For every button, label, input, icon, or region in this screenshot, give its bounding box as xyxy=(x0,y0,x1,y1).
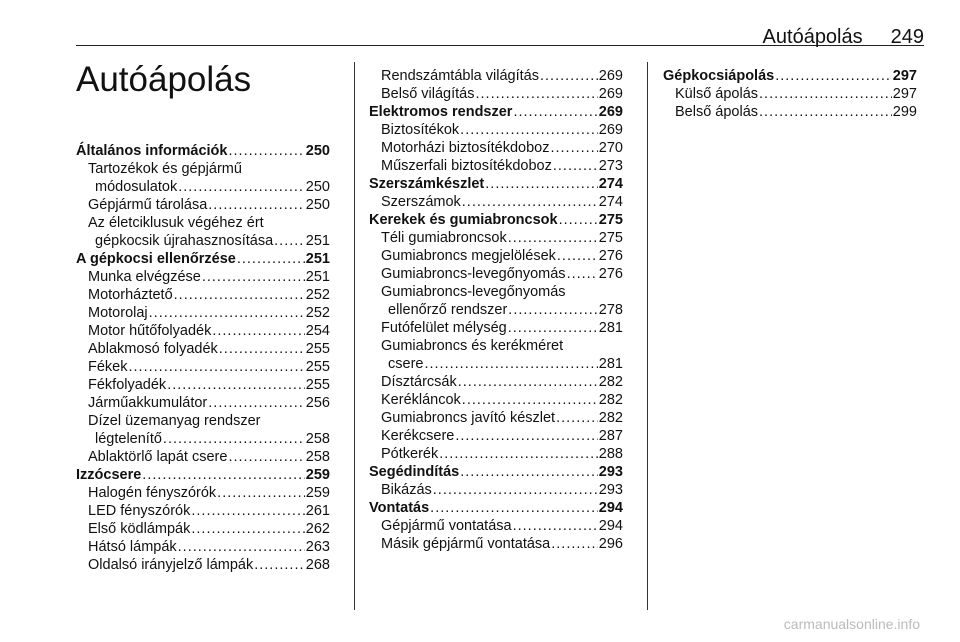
toc-entry-page: 250 xyxy=(305,179,330,195)
dot-leader xyxy=(513,517,598,535)
toc-entry-page: 258 xyxy=(305,431,330,447)
toc-entry-label: csere xyxy=(388,356,424,372)
toc-entry[interactable] xyxy=(369,427,623,445)
dot-leader xyxy=(219,340,305,358)
toc-entry[interactable] xyxy=(76,358,330,376)
dot-leader xyxy=(759,103,892,121)
chapter-title: Autóápolás xyxy=(76,60,252,99)
dot-leader xyxy=(508,319,598,337)
toc-entry[interactable] xyxy=(369,157,623,175)
toc-entry[interactable] xyxy=(76,286,330,304)
toc-entry[interactable] xyxy=(369,445,623,463)
toc-entry-label: légtelenítő xyxy=(95,431,162,447)
toc-entry[interactable] xyxy=(369,229,623,247)
toc-entry-label: Szerszámkészlet xyxy=(369,176,485,192)
toc-entry-page: 251 xyxy=(305,233,330,249)
dot-leader xyxy=(460,121,598,139)
toc-entry-label: Téli gumiabroncsok xyxy=(381,230,507,246)
toc-entry[interactable] xyxy=(369,67,623,85)
toc-entry-label: Másik gépjármű vontatása xyxy=(381,536,551,552)
toc-entry-line2[interactable] xyxy=(88,232,330,250)
toc-entry[interactable] xyxy=(76,556,330,574)
toc-entry-page: 278 xyxy=(598,302,623,318)
toc-entry[interactable] xyxy=(663,85,917,103)
dot-leader xyxy=(433,481,598,499)
dot-leader xyxy=(142,466,305,484)
toc-entry-label: Szerszámok xyxy=(381,194,461,210)
toc-entry[interactable] xyxy=(76,484,330,502)
toc-entry-label: A gépkocsi ellenőrzése xyxy=(76,251,236,267)
toc-entry[interactable] xyxy=(76,304,330,322)
dot-leader xyxy=(508,301,598,319)
dot-leader xyxy=(567,265,598,283)
toc-entry-label: Gumiabroncs-levegőnyomás xyxy=(381,266,566,282)
toc-entry-page: 254 xyxy=(305,323,330,339)
toc-entry[interactable] xyxy=(76,520,330,538)
running-header-page-number: 249 xyxy=(890,26,924,48)
toc-entry-label: Biztosítékok xyxy=(381,122,460,138)
dot-leader xyxy=(191,502,304,520)
toc-entry-label: Belső világítás xyxy=(381,86,475,102)
toc-entry-page: 259 xyxy=(305,485,330,501)
toc-entry-page: 274 xyxy=(598,194,623,210)
dot-leader xyxy=(254,556,305,574)
toc-entry[interactable] xyxy=(76,538,330,556)
toc-entry-label: Belső ápolás xyxy=(675,104,759,120)
toc-entry-label: Gépkocsiápolás xyxy=(663,68,775,84)
toc-entry-label: Gumiabroncs megjelölések xyxy=(381,248,556,264)
toc-entry-label: Motorolaj xyxy=(88,305,148,321)
toc-entry[interactable] xyxy=(76,268,330,286)
toc-entry-label: Izzócsere xyxy=(76,467,142,483)
dot-leader xyxy=(430,499,598,517)
dot-leader xyxy=(550,139,597,157)
toc-entry-label-line1: Dízel üzemanyag rendszer xyxy=(88,413,261,429)
running-header-section: Autóápolás xyxy=(762,26,863,48)
dot-leader xyxy=(167,376,305,394)
toc-entry[interactable] xyxy=(369,409,623,427)
toc-entry-page: 276 xyxy=(598,266,623,282)
toc-entry-page: 275 xyxy=(598,230,623,246)
toc-entry-page: 261 xyxy=(305,503,330,519)
toc-entry-page: 269 xyxy=(598,68,623,84)
toc-entry-page: 282 xyxy=(598,392,623,408)
dot-leader xyxy=(208,196,305,214)
toc-entry-page: 252 xyxy=(305,287,330,303)
dot-leader xyxy=(458,373,598,391)
toc-entry-page: 256 xyxy=(305,395,330,411)
toc-entry-label: Rendszámtábla világítás xyxy=(381,68,539,84)
toc-entry-page: 273 xyxy=(598,158,623,174)
toc-entry-page: 252 xyxy=(305,305,330,321)
dot-leader xyxy=(149,304,305,322)
toc-entry[interactable] xyxy=(369,391,623,409)
toc-entry-label: Halogén fényszórók xyxy=(88,485,217,501)
toc-entry[interactable] xyxy=(369,535,623,553)
toc-column-3 xyxy=(663,67,917,121)
toc-entry-page: 293 xyxy=(598,482,623,498)
toc-entry-label: Oldalsó irányjelző lámpák xyxy=(88,557,254,573)
toc-entry-page: 293 xyxy=(598,464,623,480)
dot-leader xyxy=(178,538,305,556)
toc-entry-label: Kerékcsere xyxy=(381,428,455,444)
toc-entry[interactable] xyxy=(369,193,623,211)
dot-leader xyxy=(553,157,598,175)
toc-entry-label: Gépjármű tárolása xyxy=(88,197,208,213)
toc-entry-label: Külső ápolás xyxy=(675,86,759,102)
toc-entry-label: Motorházi biztosítékdoboz xyxy=(381,140,550,156)
toc-entry[interactable] xyxy=(369,319,623,337)
toc-entry-page: 255 xyxy=(305,341,330,357)
toc-entry-label: Műszerfali biztosítékdoboz xyxy=(381,158,552,174)
toc-entry-label: LED fényszórók xyxy=(88,503,191,519)
toc-entry-page: 274 xyxy=(598,176,623,192)
dot-leader xyxy=(274,232,305,250)
toc-section[interactable] xyxy=(663,67,917,85)
toc-entry[interactable] xyxy=(76,376,330,394)
toc-entry-line2[interactable] xyxy=(381,355,623,373)
toc-entry-label: Munka elvégzése xyxy=(88,269,201,285)
toc-entry-label: Fékek xyxy=(88,359,128,375)
toc-section[interactable] xyxy=(369,211,623,229)
column-divider xyxy=(647,62,648,610)
toc-section[interactable] xyxy=(369,463,623,481)
dot-leader xyxy=(462,391,598,409)
toc-entry-page: 297 xyxy=(892,86,917,102)
toc-entry-page: 287 xyxy=(598,428,623,444)
toc-section[interactable] xyxy=(76,466,330,484)
toc-entry[interactable] xyxy=(369,247,623,265)
toc-entry-page: 255 xyxy=(305,377,330,393)
dot-leader xyxy=(556,409,598,427)
toc-entry-line2[interactable] xyxy=(381,301,623,319)
toc-entry-line2[interactable] xyxy=(88,178,330,196)
toc-entry-label: módosulatok xyxy=(95,179,178,195)
dot-leader xyxy=(217,484,305,502)
toc-entry-page: 281 xyxy=(598,356,623,372)
toc-entry-page: 294 xyxy=(598,500,623,516)
dot-leader xyxy=(559,211,598,229)
toc-entry[interactable] xyxy=(369,265,623,283)
toc-entry-label: Fékfolyadék xyxy=(88,377,167,393)
toc-entry-page: 269 xyxy=(598,86,623,102)
toc-column-1 xyxy=(76,142,330,574)
toc-entry-page: 270 xyxy=(598,140,623,156)
toc-entry-label: Általános információk xyxy=(76,143,228,159)
dot-leader xyxy=(129,358,305,376)
dot-leader xyxy=(476,85,598,103)
toc-entry-page: 275 xyxy=(598,212,623,228)
dot-leader xyxy=(174,286,305,304)
dot-leader xyxy=(208,394,305,412)
toc-entry-label: Motor hűtőfolyadék xyxy=(88,323,212,339)
dot-leader xyxy=(237,250,305,268)
toc-entry-label: Vontatás xyxy=(369,500,430,516)
dot-leader xyxy=(228,448,304,466)
toc-entry-label: Gépjármű vontatása xyxy=(381,518,512,534)
dot-leader xyxy=(485,175,598,193)
toc-entry[interactable] xyxy=(369,517,623,535)
dot-leader xyxy=(191,520,304,538)
header-divider xyxy=(76,45,924,46)
toc-entry-wrapped[interactable] xyxy=(76,160,330,196)
toc-entry-line2[interactable] xyxy=(88,430,330,448)
toc-entry-page: 250 xyxy=(305,143,330,159)
dot-leader xyxy=(551,535,598,553)
toc-entry-label: Ablakmosó folyadék xyxy=(88,341,218,357)
toc-entry-wrapped[interactable] xyxy=(76,214,330,250)
toc-entry-page: 258 xyxy=(305,449,330,465)
toc-entry-label: Gumiabroncs javító készlet xyxy=(381,410,556,426)
toc-entry-label: Hátsó lámpák xyxy=(88,539,177,555)
toc-entry[interactable] xyxy=(369,85,623,103)
toc-column-2 xyxy=(369,67,623,553)
dot-leader xyxy=(228,142,304,160)
toc-section[interactable] xyxy=(369,175,623,193)
toc-entry-page: 296 xyxy=(598,536,623,552)
toc-entry[interactable] xyxy=(369,373,623,391)
toc-section[interactable] xyxy=(369,103,623,121)
toc-entry-page: 251 xyxy=(305,269,330,285)
dot-leader xyxy=(775,67,892,85)
toc-entry-label: ellenőrző rendszer xyxy=(388,302,508,318)
dot-leader xyxy=(455,427,597,445)
toc-entry-label: Első ködlámpák xyxy=(88,521,191,537)
dot-leader xyxy=(508,229,598,247)
toc-entry-page: 251 xyxy=(305,251,330,267)
toc-entry-label: Motorháztető xyxy=(88,287,173,303)
dot-leader xyxy=(212,322,304,340)
dot-leader xyxy=(202,268,305,286)
dot-leader xyxy=(462,193,598,211)
toc-entry[interactable] xyxy=(76,394,330,412)
toc-entry[interactable] xyxy=(76,340,330,358)
toc-entry-page: 288 xyxy=(598,446,623,462)
toc-entry-label: gépkocsik újrahasznosítása xyxy=(95,233,274,249)
column-divider xyxy=(354,62,355,610)
dot-leader xyxy=(178,178,305,196)
toc-entry-label: Pótkerék xyxy=(381,446,439,462)
toc-entry-wrapped[interactable] xyxy=(369,283,623,319)
toc-section[interactable] xyxy=(76,250,330,268)
toc-section[interactable] xyxy=(76,142,330,160)
watermark: carmanualsonline.info xyxy=(783,616,920,632)
toc-entry[interactable] xyxy=(663,103,917,121)
toc-entry-label: Bikázás xyxy=(381,482,432,498)
toc-entry-page: 276 xyxy=(598,248,623,264)
toc-entry-label-line1: Tartozékok és gépjármű xyxy=(88,161,242,177)
toc-entry-label-line1: Gumiabroncs-levegőnyomás xyxy=(381,284,566,300)
dot-leader xyxy=(540,67,598,85)
dot-leader xyxy=(163,430,305,448)
toc-entry-page: 268 xyxy=(305,557,330,573)
toc-entry-wrapped[interactable] xyxy=(369,337,623,373)
toc-entry-page: 269 xyxy=(598,122,623,138)
toc-entry[interactable] xyxy=(76,322,330,340)
toc-entry-page: 263 xyxy=(305,539,330,555)
toc-entry-page: 259 xyxy=(305,467,330,483)
toc-entry-page: 281 xyxy=(598,320,623,336)
toc-entry-label: Kerekek és gumiabroncsok xyxy=(369,212,558,228)
toc-entry-page: 250 xyxy=(305,197,330,213)
dot-leader xyxy=(759,85,892,103)
toc-entry-wrapped[interactable] xyxy=(76,412,330,448)
toc-entry-label: Elektromos rendszer xyxy=(369,104,513,120)
toc-entry-label-line1: Az életciklusuk végéhez ért xyxy=(88,215,264,231)
toc-entry-page: 294 xyxy=(598,518,623,534)
dot-leader xyxy=(513,103,597,121)
toc-entry[interactable] xyxy=(369,481,623,499)
toc-entry-label: Segédindítás xyxy=(369,464,460,480)
toc-entry[interactable] xyxy=(76,448,330,466)
toc-entry-page: 299 xyxy=(892,104,917,120)
toc-entry-label-line1: Gumiabroncs és kerékméret xyxy=(381,338,564,354)
toc-entry-label: Dísztárcsák xyxy=(381,374,457,390)
toc-entry[interactable] xyxy=(76,502,330,520)
toc-entry-page: 297 xyxy=(892,68,917,84)
toc-entry-page: 269 xyxy=(598,104,623,120)
dot-leader xyxy=(460,463,598,481)
toc-entry[interactable] xyxy=(369,139,623,157)
dot-leader xyxy=(557,247,598,265)
toc-entry-page: 282 xyxy=(598,410,623,426)
toc-entry[interactable] xyxy=(369,121,623,139)
toc-entry-page: 255 xyxy=(305,359,330,375)
toc-entry-label: Kerékláncok xyxy=(381,392,461,408)
toc-entry-label: Járműakkumulátor xyxy=(88,395,208,411)
toc-entry-label: Ablaktörlő lapát csere xyxy=(88,449,228,465)
dot-leader xyxy=(424,355,597,373)
toc-section[interactable] xyxy=(369,499,623,517)
toc-entry-label: Futófelület mélység xyxy=(381,320,507,336)
dot-leader xyxy=(439,445,598,463)
toc-entry-page: 262 xyxy=(305,521,330,537)
toc-entry[interactable] xyxy=(76,196,330,214)
toc-entry-page: 282 xyxy=(598,374,623,390)
